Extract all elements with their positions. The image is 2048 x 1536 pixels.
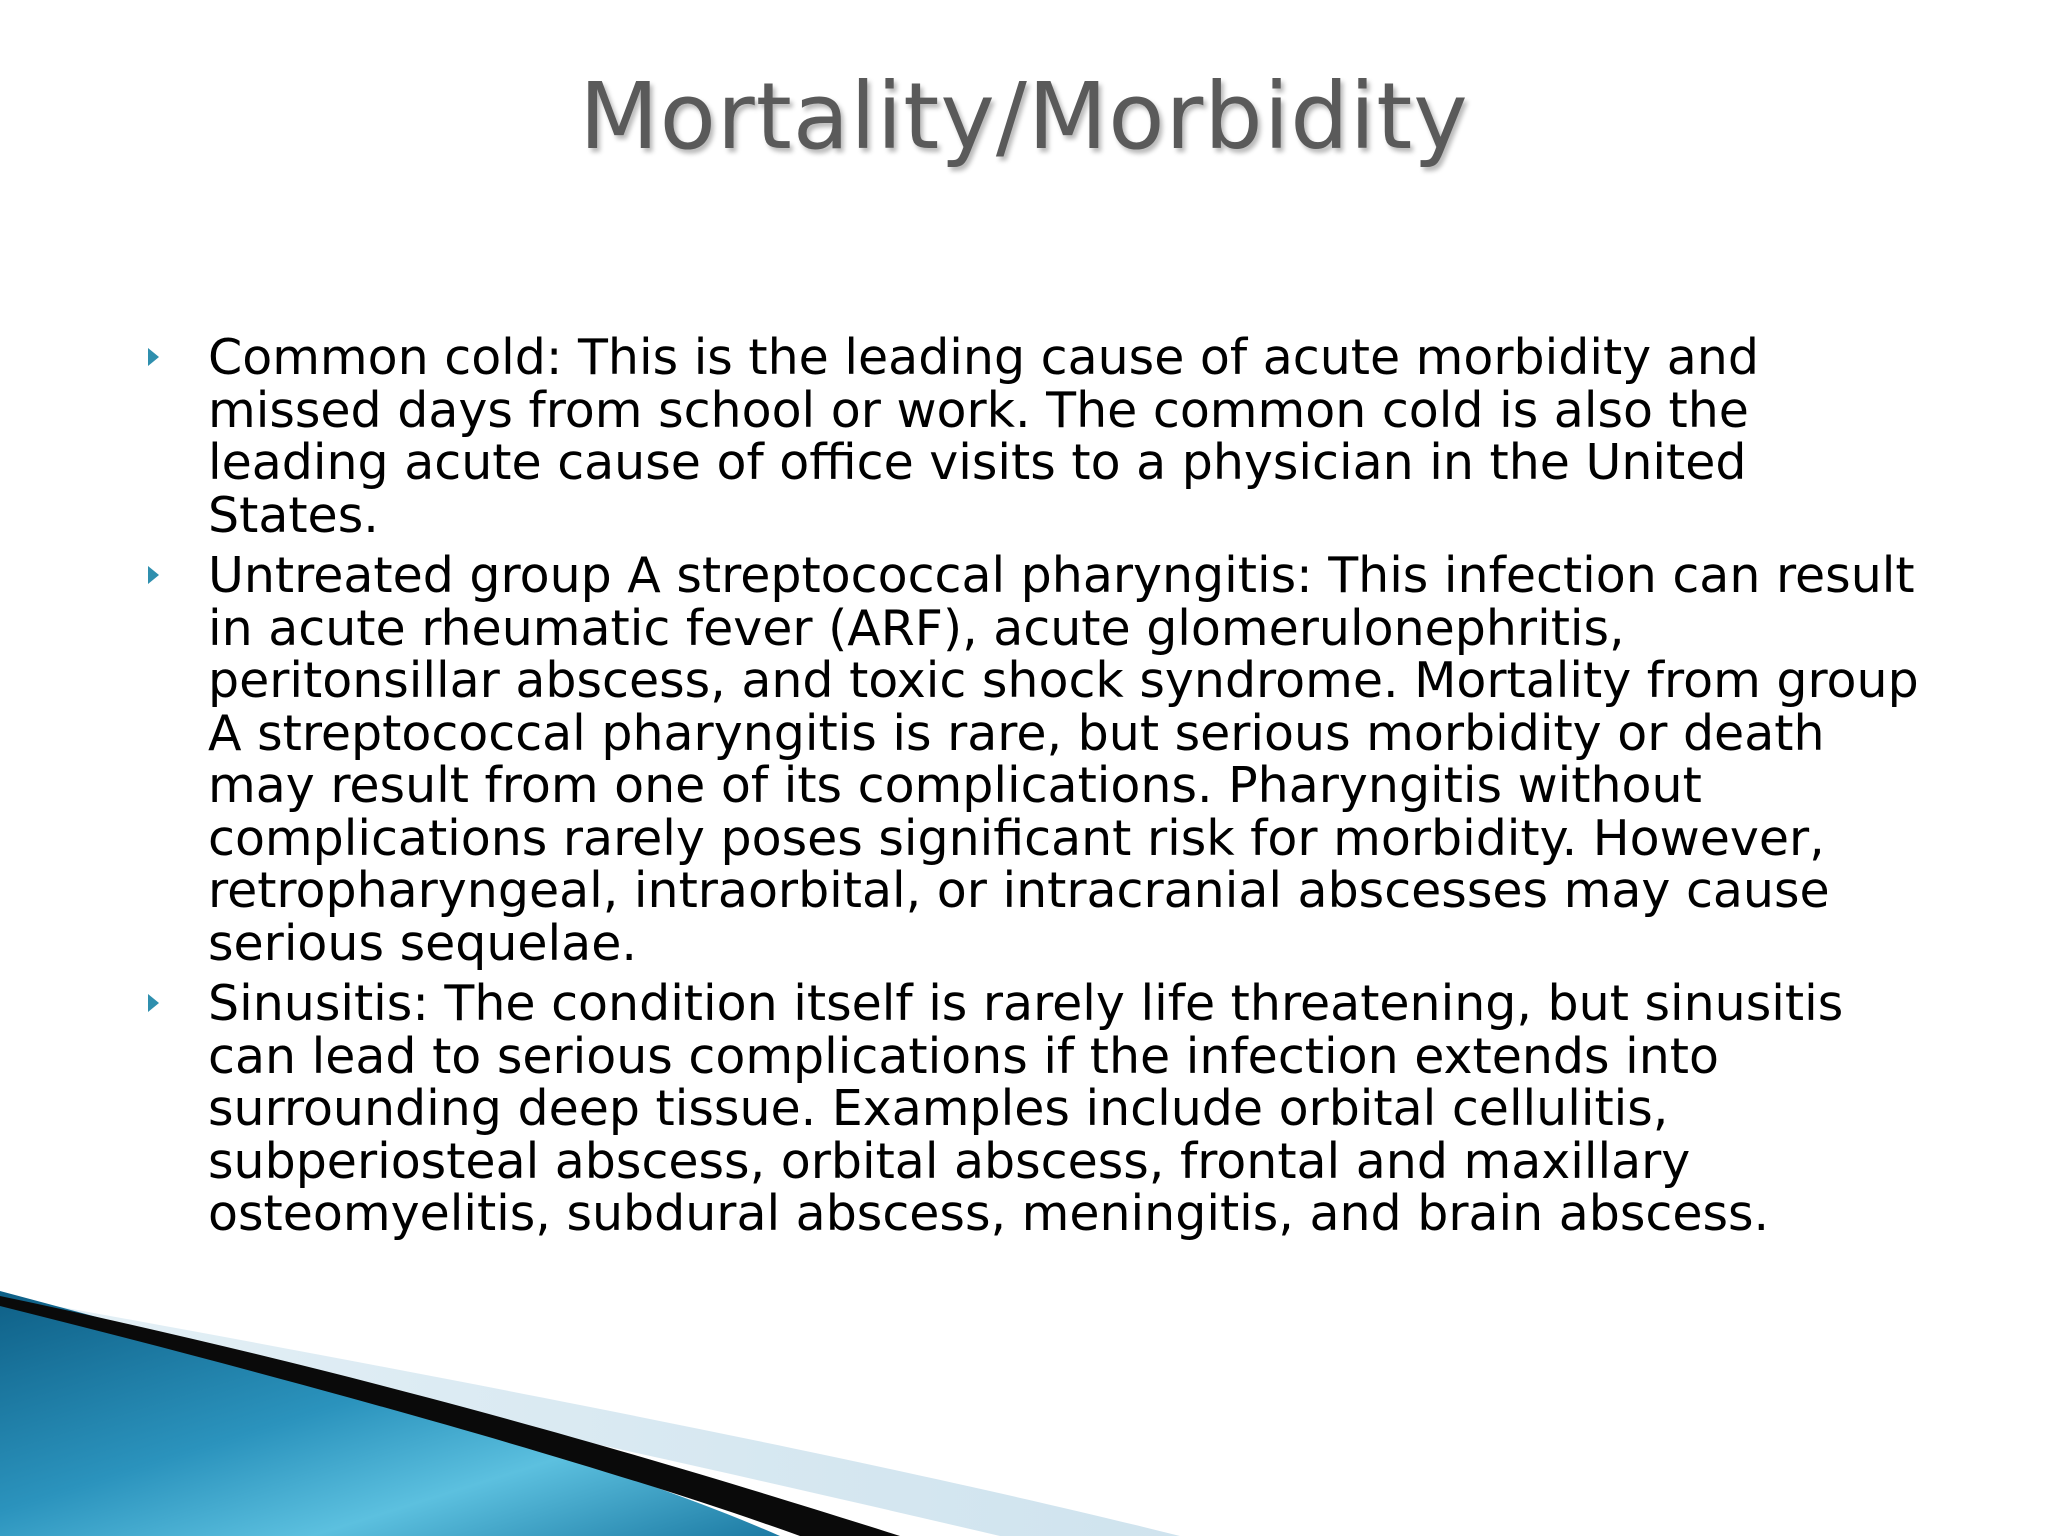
bullet-item-common-cold <box>140 329 1920 544</box>
bullet-list <box>140 329 1920 1249</box>
bullet-item-sinusitis <box>140 975 1920 1242</box>
bullet-arrow-icon <box>148 994 159 1012</box>
bullet-text: Common cold: This is the leading cause of acute morbidity and missed days from school or work. The common cold is also the leading acute cause of office visits to a physician in the United States. <box>208 329 1759 544</box>
bullet-text: Untreated group A streptococcal pharyngitis: This infection can result in acute rheumatic fever (ARF), acute glomerulonephritis, peritonsillar abscess, and toxic shock syndrome. Mortality from group A streptococcal pharyngitis is rare, but serious morbidity or death may result from one of its complications. Pharyngitis without complications rarely poses significant risk for morbidity. However, retropharyngeal, intraorbital, or intracranial abscesses may cause serious sequelae. <box>208 547 1919 972</box>
bullet-arrow-icon <box>148 348 159 366</box>
bullet-text: Sinusitis: The condition itself is rarely life threatening, but sinusitis can lead to serious complications if the infection extends into surrounding deep tissue. Examples include orbital cellulitis, subperiosteal abscess, orbital abscess, frontal and maxillary osteomyelitis, subdural abscess, meningitis, and brain abscess. <box>208 975 1844 1242</box>
slide-title: Mortality/Morbidity <box>579 63 1469 170</box>
decorative-swoosh <box>0 1266 2048 1536</box>
bullet-arrow-icon <box>148 566 159 584</box>
bullet-item-strep-pharyngitis <box>140 547 1920 972</box>
